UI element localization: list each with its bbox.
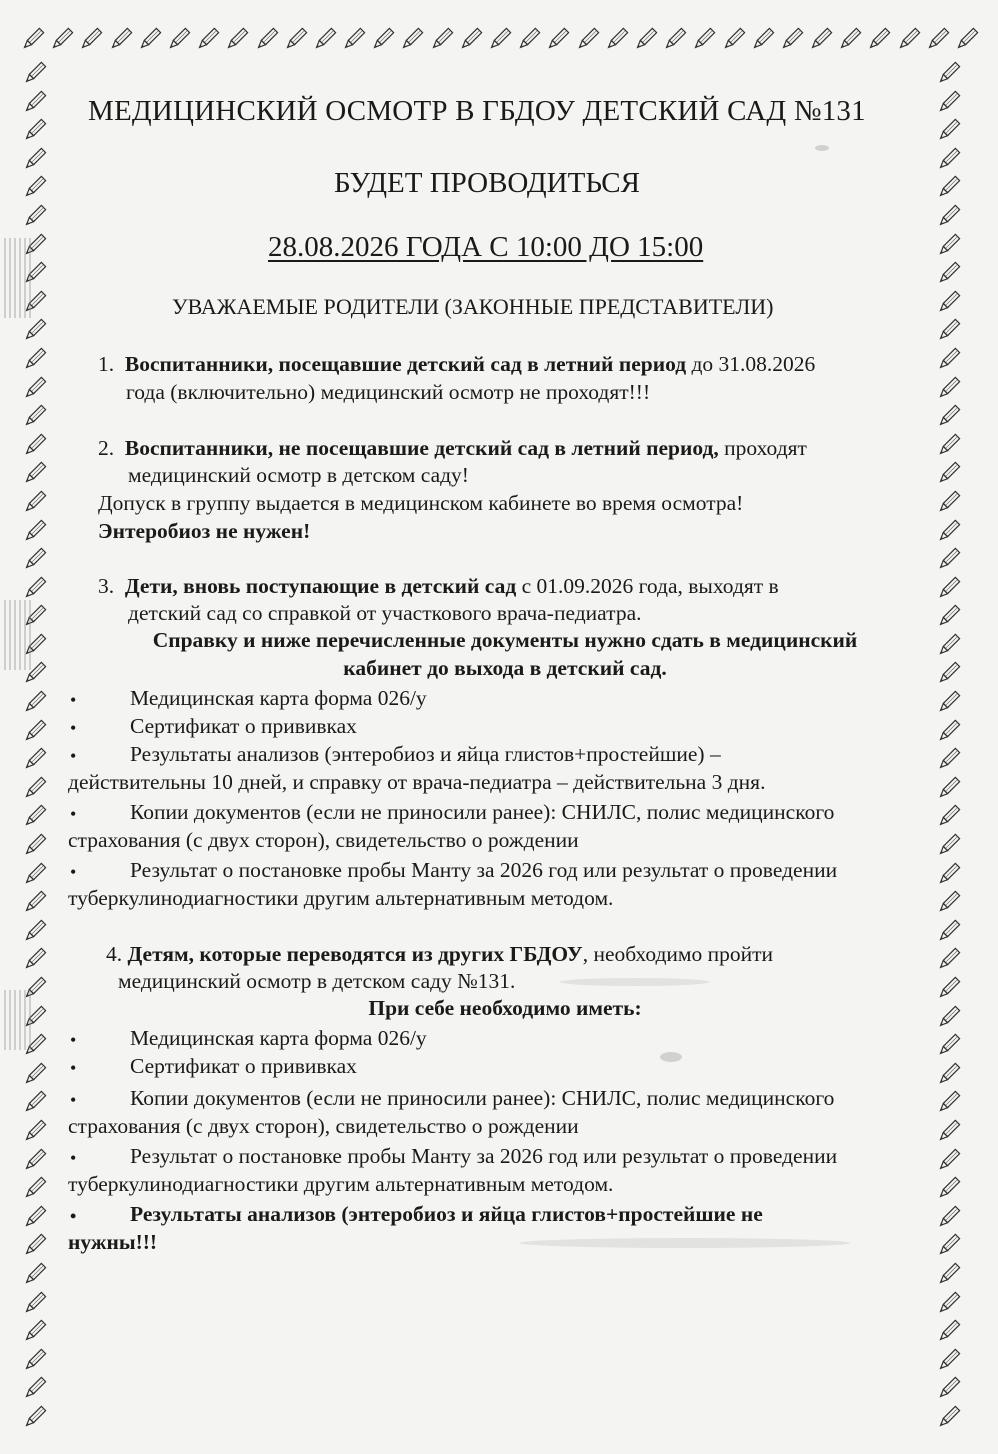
item-4-line-1	[106, 942, 773, 968]
scan-artifact	[4, 600, 32, 670]
bullet: •	[70, 804, 77, 824]
pencil-icon	[936, 260, 962, 286]
item-4-line-2: медицинский осмотр в детском саду №131.	[118, 969, 516, 993]
pencil-icon	[936, 489, 962, 515]
pencil-icon	[936, 689, 962, 715]
item-2-rest: проходят	[718, 436, 807, 460]
pencil-icon	[22, 546, 48, 572]
item-4-bullet-1: Медицинская карта форма 026/у	[130, 1026, 427, 1050]
pencil-icon	[866, 26, 892, 52]
pencil-icon	[22, 432, 48, 458]
item-2-line-4: Энтеробиоз не нужен!	[98, 519, 311, 543]
pencil-icon	[808, 26, 834, 52]
pencil-icon	[254, 26, 280, 52]
pencil-icon	[936, 432, 962, 458]
pencil-icon	[750, 26, 776, 52]
pencil-icon	[22, 60, 48, 86]
item-3-bullet-3a: Результаты анализов (энтеробиоз и яйца глистов+простейшие) –	[130, 742, 721, 766]
pencil-icon	[22, 203, 48, 229]
pencil-icon	[936, 1089, 962, 1115]
item-4-bullet-3b: страхования (с двух сторон), свидетельство о рождении	[68, 1114, 579, 1138]
pencil-icon	[22, 746, 48, 772]
pencil-icon	[22, 1375, 48, 1401]
item-4-number: 4.	[106, 942, 123, 966]
pencil-icon	[936, 117, 962, 143]
pencil-icon	[22, 1061, 48, 1087]
item-1-line-1	[98, 352, 815, 378]
pencil-icon	[936, 89, 962, 115]
pencil-icon	[166, 26, 192, 52]
item-3-line-1	[98, 574, 779, 600]
pencil-icon	[936, 775, 962, 801]
pencil-icon	[22, 1089, 48, 1115]
pencil-icon	[20, 26, 46, 52]
pencil-icon	[662, 26, 688, 52]
pencil-icon	[22, 518, 48, 544]
item-2-line-1	[98, 436, 807, 462]
pencil-icon	[936, 718, 962, 744]
pencil-icon	[78, 26, 104, 52]
pencil-icon	[936, 174, 962, 200]
scan-artifact	[4, 238, 32, 318]
bullet: •	[70, 1148, 77, 1168]
item-2-number: 2.	[98, 436, 115, 460]
pencil-icon	[516, 26, 542, 52]
pencil-icon	[22, 718, 48, 744]
pencil-icon	[837, 26, 863, 52]
date-time-line: 28.08.2026 ГОДА С 10:00 ДО 15:00	[268, 231, 704, 263]
pencil-icon	[22, 403, 48, 429]
pencil-icon	[936, 1032, 962, 1058]
item-1-rest: до 31.08.2026	[686, 352, 816, 376]
pencil-icon	[936, 375, 962, 401]
item-3-rest: с 01.09.2026 года, выходят в	[516, 574, 779, 598]
scan-smudge	[660, 1052, 682, 1062]
pencil-icon	[633, 26, 659, 52]
pencil-icon	[22, 1204, 48, 1230]
pencil-icon	[312, 26, 338, 52]
pencil-icon	[936, 317, 962, 343]
pencil-icon	[936, 803, 962, 829]
item-1-line-2: года (включительно) медицинский осмотр не проходят!!!	[126, 380, 651, 404]
pencil-icon	[936, 832, 962, 858]
pencil-icon	[22, 89, 48, 115]
pencil-icon	[604, 26, 630, 52]
pencil-icon	[22, 1318, 48, 1344]
pencil-icon	[936, 918, 962, 944]
pencil-icon	[936, 1261, 962, 1287]
pencil-icon	[936, 889, 962, 915]
pencil-border-top	[20, 26, 980, 62]
pencil-icon	[936, 289, 962, 315]
pencil-icon	[936, 1290, 962, 1316]
pencil-icon	[936, 946, 962, 972]
pencil-icon	[936, 1318, 962, 1344]
pencil-icon	[936, 1147, 962, 1173]
pencil-border-right	[936, 60, 972, 1430]
item-4-bullet-2: Сертификат о прививках	[130, 1054, 357, 1078]
item-4-rest: , необходимо пройти	[582, 942, 774, 966]
item-4-bullet-4b: туберкулинодиагностики другим альтернативным методом.	[68, 1172, 614, 1196]
item-4-note: При себе необходимо иметь:	[368, 996, 642, 1020]
pencil-icon	[22, 575, 48, 601]
pencil-icon	[137, 26, 163, 52]
bullet: •	[70, 690, 77, 710]
pencil-icon	[936, 60, 962, 86]
pencil-icon	[22, 1261, 48, 1287]
pencil-icon	[22, 317, 48, 343]
item-2-line-2: медицинский осмотр в детском саду!	[128, 463, 469, 487]
pencil-icon	[22, 918, 48, 944]
pencil-icon	[22, 174, 48, 200]
address-line: УВАЖАЕМЫЕ РОДИТЕЛИ (ЗАКОННЫЕ ПРЕДСТАВИТЕЛИ)	[172, 294, 774, 319]
pencil-icon	[195, 26, 221, 52]
item-3-note-2: кабинет до выхода в детский сад.	[343, 656, 667, 680]
item-3-number: 3.	[98, 574, 115, 598]
pencil-icon	[936, 1204, 962, 1230]
pencil-icon	[22, 946, 48, 972]
pencil-icon	[22, 1232, 48, 1258]
pencil-icon	[575, 26, 601, 52]
scan-artifact	[4, 990, 32, 1050]
pencil-icon	[779, 26, 805, 52]
pencil-icon	[22, 889, 48, 915]
pencil-icon	[22, 146, 48, 172]
pencil-icon	[49, 26, 75, 52]
pencil-icon	[22, 460, 48, 486]
item-3-bullet-1: Медицинская карта форма 026/у	[130, 686, 427, 710]
pencil-icon	[545, 26, 571, 52]
pencil-icon	[954, 26, 980, 52]
pencil-icon	[487, 26, 513, 52]
item-3-bullet-5b: туберкулинодиагностики другим альтернативным методом.	[68, 886, 614, 910]
bullet: •	[70, 1030, 77, 1050]
pencil-icon	[936, 1347, 962, 1373]
pencil-icon	[936, 546, 962, 572]
pencil-icon	[22, 1147, 48, 1173]
pencil-icon	[22, 861, 48, 887]
pencil-icon	[936, 403, 962, 429]
pencil-icon	[936, 1232, 962, 1258]
pencil-icon	[896, 26, 922, 52]
pencil-icon	[22, 1118, 48, 1144]
item-3-note-1: Справку и ниже перечисленные документы нужно сдать в медицинский	[152, 628, 858, 652]
pencil-icon	[108, 26, 134, 52]
bullet: •	[70, 1206, 77, 1226]
bullet: •	[70, 1090, 77, 1110]
pencil-icon	[22, 803, 48, 829]
scan-smudge	[560, 978, 710, 986]
pencil-icon	[22, 689, 48, 715]
bullet: •	[70, 746, 77, 766]
pencil-icon	[22, 117, 48, 143]
pencil-icon	[936, 1375, 962, 1401]
scan-smudge	[520, 1238, 850, 1248]
item-3-bullet-2: Сертификат о прививках	[130, 714, 357, 738]
item-4-bold: Детям, которые переводятся из других ГБДОУ	[127, 942, 583, 966]
pencil-icon	[721, 26, 747, 52]
item-3-bold: Дети, вновь поступающие в детский сад	[124, 574, 517, 598]
item-2-line-3: Допуск в группу выдается в медицинском кабинете во время осмотра!	[98, 491, 744, 515]
item-4-bullet-3a: Копии документов (если не приносили ранее): СНИЛС, полис медицинского	[130, 1086, 835, 1110]
item-2-bold: Воспитанники, не посещавшие детский сад в летний период,	[124, 436, 719, 460]
pencil-icon	[936, 518, 962, 544]
item-4-bullet-5a: Результаты анализов (энтеробиоз и яйца глистов+простейшие не	[130, 1202, 763, 1226]
pencil-icon	[399, 26, 425, 52]
pencil-icon	[936, 146, 962, 172]
bullet: •	[70, 718, 77, 738]
pencil-icon	[936, 603, 962, 629]
pencil-icon	[936, 203, 962, 229]
item-1-number: 1.	[98, 352, 115, 376]
pencil-icon	[458, 26, 484, 52]
pencil-icon	[224, 26, 250, 52]
pencil-icon	[936, 746, 962, 772]
pencil-icon	[22, 375, 48, 401]
item-3-bullet-4b: страхования (с двух сторон), свидетельство о рождении	[68, 828, 579, 852]
pencil-icon	[22, 346, 48, 372]
pencil-icon	[22, 1347, 48, 1373]
item-3-bullet-4a: Копии документов (если не приносили ранее): СНИЛС, полис медицинского	[130, 800, 835, 824]
pencil-icon	[936, 1061, 962, 1087]
pencil-icon	[691, 26, 717, 52]
pencil-icon	[22, 1404, 48, 1430]
bullet: •	[70, 862, 77, 882]
item-3-line-2: детский сад со справкой от участкового врача-педиатра.	[128, 601, 642, 625]
pencil-icon	[22, 775, 48, 801]
pencil-icon	[341, 26, 367, 52]
item-4-bullet-5b: нужны!!!	[68, 1230, 158, 1254]
pencil-icon	[936, 1175, 962, 1201]
item-3-bullet-5a: Результат о постановке пробы Манту за 2026 год или результат о проведении	[130, 858, 838, 882]
pencil-icon	[936, 575, 962, 601]
pencil-icon	[936, 1118, 962, 1144]
pencil-icon	[936, 232, 962, 258]
notice-subtitle: БУДЕТ ПРОВОДИТЬСЯ	[334, 167, 640, 199]
pencil-icon	[936, 346, 962, 372]
notice-title: МЕДИЦИНСКИЙ ОСМОТР В ГБДОУ ДЕТСКИЙ САД №131	[88, 95, 866, 127]
pencil-icon	[429, 26, 455, 52]
pencil-icon	[936, 1404, 962, 1430]
item-3-bullet-3b: действительны 10 дней, и справку от врача-педиатра – действительна 3 дня.	[68, 770, 766, 794]
scan-smudge	[815, 145, 829, 151]
pencil-icon	[370, 26, 396, 52]
pencil-icon	[22, 1175, 48, 1201]
pencil-icon	[283, 26, 309, 52]
pencil-icon	[22, 1290, 48, 1316]
pencil-icon	[22, 832, 48, 858]
pencil-icon	[936, 861, 962, 887]
bullet: •	[70, 1058, 77, 1078]
pencil-icon	[936, 460, 962, 486]
pencil-icon	[925, 26, 951, 52]
pencil-icon	[22, 489, 48, 515]
item-4-bullet-4a: Результат о постановке пробы Манту за 2026 год или результат о проведении	[130, 1144, 838, 1168]
item-1-bold: Воспитанники, посещавшие детский сад в летний период	[124, 352, 687, 376]
